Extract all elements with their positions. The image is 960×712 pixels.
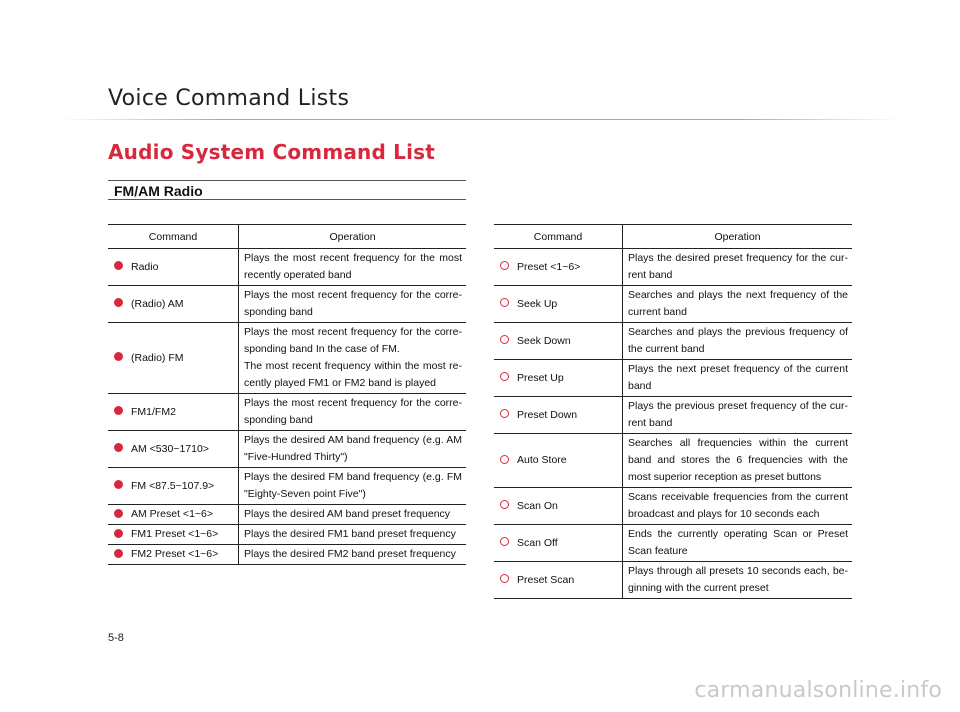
command-cell: [494, 286, 623, 323]
command-label: Scan Off: [517, 536, 558, 549]
command-cell: [108, 431, 239, 468]
command-label: Preset Scan: [517, 573, 575, 586]
table-row: [494, 360, 852, 397]
command-label: Auto Store: [517, 454, 567, 466]
left-command-table: [108, 224, 466, 565]
operation-cell: Searches and plays the previous frequency of the current band: [623, 323, 853, 360]
operation-cell: Plays the most recent frequency for the corre-sponding band: [239, 394, 467, 431]
filled-circle-icon: [114, 443, 123, 452]
command-label: Preset <1~6>: [517, 260, 581, 273]
table-row: [494, 488, 852, 525]
filled-circle-icon: [114, 509, 123, 518]
hollow-circle-icon: [500, 409, 509, 418]
table-header-row: [108, 225, 466, 249]
watermark: carmanualsonline.info: [694, 678, 942, 703]
command-cell: [494, 525, 623, 562]
operation-cell: Plays the desired preset frequency for the cur-rent band: [623, 249, 853, 286]
operation-cell: Plays the desired AM band preset frequency: [239, 505, 467, 525]
table-row: [494, 525, 852, 562]
command-label: Radio: [131, 260, 159, 273]
command-label: FM1 Preset <1~6>: [131, 528, 219, 540]
hollow-circle-icon: [500, 455, 509, 464]
operation-cell: Searches all frequencies within the current band and stores the 6 frequencies with the most superior reception as preset buttons: [623, 434, 853, 488]
command-label: Preset Down: [517, 408, 578, 421]
operation-cell: Plays the next preset frequency of the current band: [623, 360, 853, 397]
table-row: [494, 323, 852, 360]
table-row: [494, 249, 852, 286]
command-label: Seek Up: [517, 297, 558, 310]
section-title: Audio System Command List: [108, 140, 436, 164]
filled-circle-icon: [114, 261, 123, 270]
table-row: [108, 545, 466, 565]
table-row: [108, 286, 466, 323]
table-row: [494, 434, 852, 488]
filled-circle-icon: [114, 480, 123, 489]
command-cell: [108, 468, 239, 505]
operation-cell: Plays the most recent frequency for the most recently operated band: [239, 249, 467, 286]
operation-cell: Scans receivable frequencies from the current broadcast and plays for 10 seconds each: [623, 488, 853, 525]
table-row: [494, 397, 852, 434]
hollow-circle-icon: [500, 261, 509, 270]
command-column-header: Command: [494, 225, 623, 249]
command-cell: [108, 286, 239, 323]
operation-column-header: Operation: [623, 225, 853, 249]
page-number: 5-8: [108, 632, 124, 644]
operation-cell: Plays the desired AM band frequency (e.g. AM "Five-Hundred Thirty"): [239, 431, 467, 468]
table-row: [108, 525, 466, 545]
command-cell: [494, 360, 623, 397]
table-header-row: [494, 225, 852, 249]
command-cell: [108, 545, 239, 565]
hollow-circle-icon: [500, 574, 509, 583]
sub-title: FM/AM Radio: [108, 180, 466, 200]
command-label: (Radio) FM: [131, 351, 184, 364]
command-label: (Radio) AM: [131, 297, 184, 310]
title-divider: [60, 119, 900, 120]
command-cell: [108, 394, 239, 431]
table-row: [108, 468, 466, 505]
filled-circle-icon: [114, 406, 123, 415]
filled-circle-icon: [114, 549, 123, 558]
command-label: Seek Down: [517, 334, 571, 347]
command-cell: [108, 323, 239, 394]
operation-column-header: Operation: [239, 225, 467, 249]
operation-cell: Plays the desired FM1 band preset frequency: [239, 525, 467, 545]
hollow-circle-icon: [500, 537, 509, 546]
command-label: FM2 Preset <1~6>: [131, 548, 219, 560]
table-row: [108, 431, 466, 468]
operation-cell: Searches and plays the next frequency of the current band: [623, 286, 853, 323]
hollow-circle-icon: [500, 500, 509, 509]
command-cell: [108, 505, 239, 525]
table-row: [108, 394, 466, 431]
operation-cell: Plays the desired FM2 band preset frequency: [239, 545, 467, 565]
table-row: [494, 286, 852, 323]
command-cell: [108, 249, 239, 286]
command-label: FM <87.5~107.9>: [131, 479, 215, 492]
filled-circle-icon: [114, 529, 123, 538]
table-row: [494, 562, 852, 599]
command-cell: [494, 323, 623, 360]
command-column-header: Command: [108, 225, 239, 249]
table-row: [108, 249, 466, 286]
command-label: FM1/FM2: [131, 405, 176, 418]
hollow-circle-icon: [500, 335, 509, 344]
command-cell: [494, 488, 623, 525]
operation-cell: Plays the most recent frequency for the corre-sponding band In the case of FM. The most recent frequency within the most re-cently played FM1 or FM2 band is played: [239, 323, 467, 394]
command-cell: [494, 434, 623, 488]
command-cell: [494, 562, 623, 599]
operation-cell: Plays the previous preset frequency of the cur-rent band: [623, 397, 853, 434]
filled-circle-icon: [114, 352, 123, 361]
operation-cell: Plays the most recent frequency for the corre-sponding band: [239, 286, 467, 323]
command-label: Scan On: [517, 499, 558, 512]
command-label: Preset Up: [517, 371, 564, 384]
command-cell: [494, 249, 623, 286]
table-row: [108, 505, 466, 525]
command-cell: [494, 397, 623, 434]
operation-cell: Plays the desired FM band frequency (e.g. FM "Eighty-Seven point Five"): [239, 468, 467, 505]
hollow-circle-icon: [500, 372, 509, 381]
command-label: AM Preset <1~6>: [131, 508, 214, 520]
command-cell: [108, 525, 239, 545]
chapter-title: Voice Command Lists: [108, 86, 350, 111]
filled-circle-icon: [114, 298, 123, 307]
hollow-circle-icon: [500, 298, 509, 307]
operation-cell: Plays through all presets 10 seconds each, be-ginning with the current preset: [623, 562, 853, 599]
command-label: AM <530~1710>: [131, 442, 209, 455]
table-row: [108, 323, 466, 394]
operation-cell: Ends the currently operating Scan or Preset Scan feature: [623, 525, 853, 562]
right-command-table: [494, 224, 852, 599]
